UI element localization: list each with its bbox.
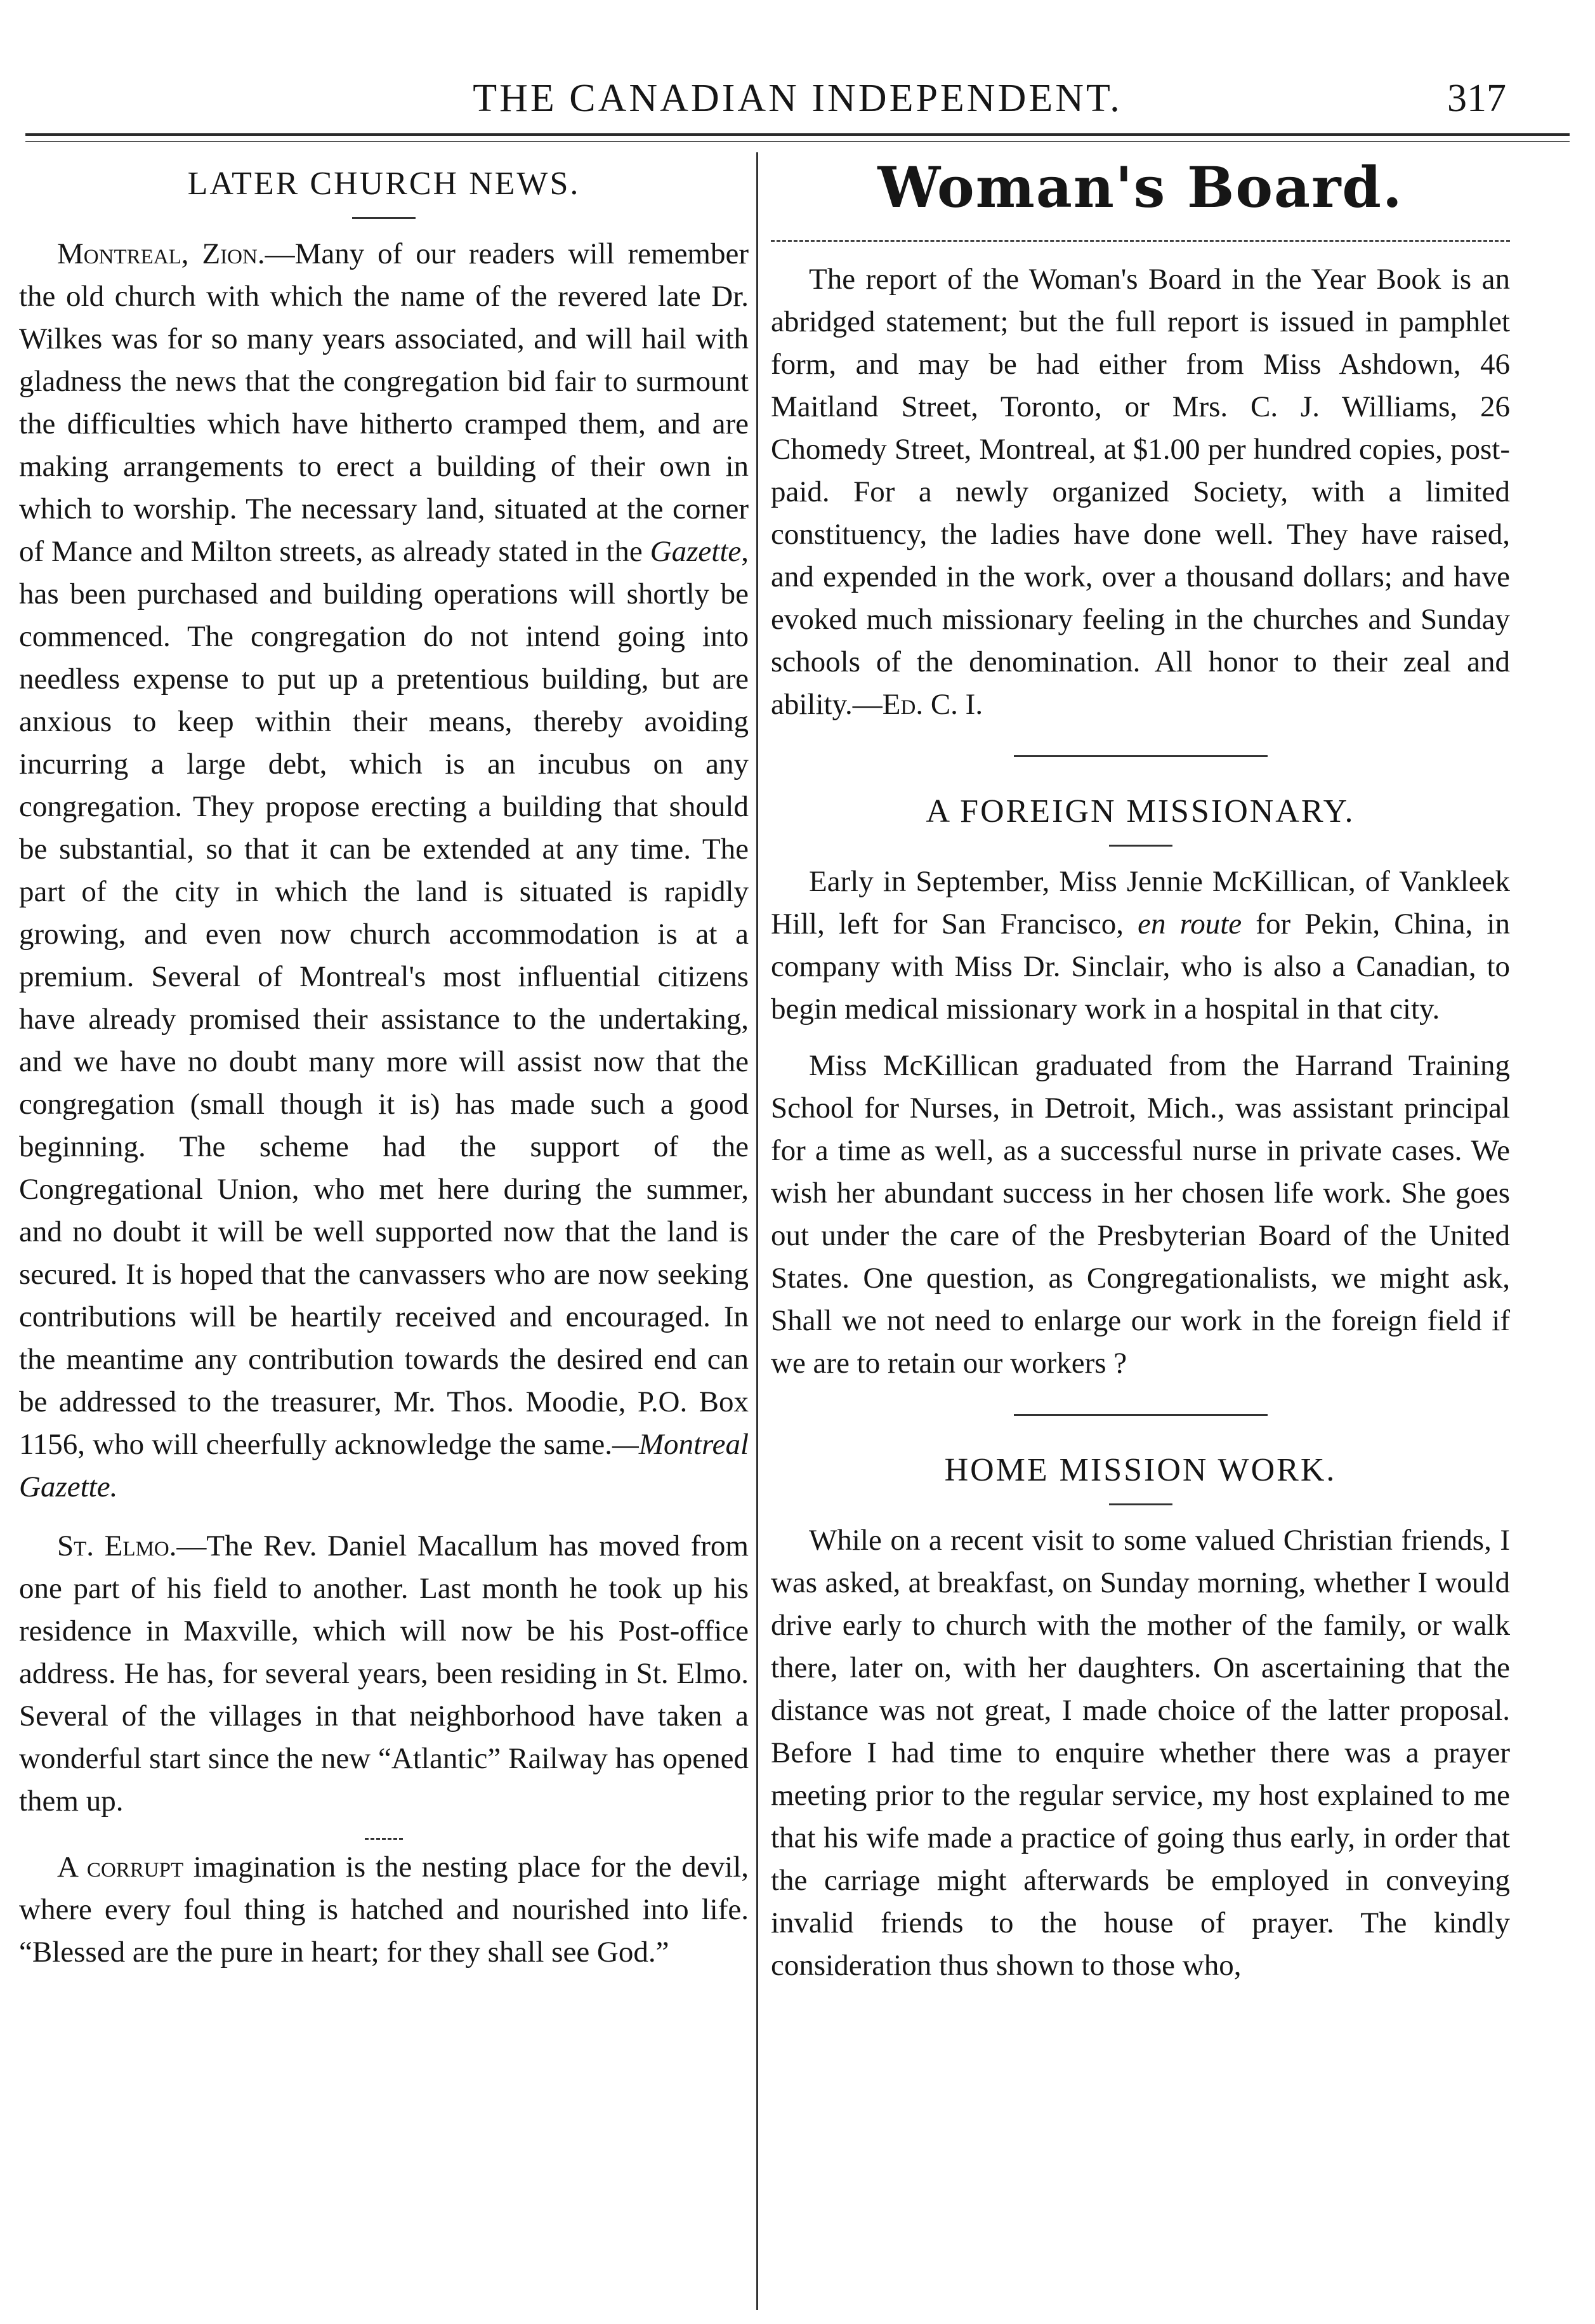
section-rule [365, 1838, 403, 1840]
foreign-missionary-heading: A FOREIGN MISSIONARY. [926, 793, 1355, 829]
header-rule [25, 133, 1570, 136]
right-column [771, 146, 1510, 1987]
womans-board-heading: Woman's Board. [877, 154, 1403, 220]
header-rule-thin [25, 141, 1570, 142]
section-rule [1014, 755, 1268, 757]
running-head [0, 70, 1595, 127]
foreign-missionary-para-2: Miss McKillican graduated from the Harrand Training School for Nurses, in Detroit, Mich., was assistant principal for a time as well, as a successful nurse in private cases. We wish her abundant success in her chosen life work. She goes out under the care of the Presbyterian Board of the United States. One question, as Congregationalists, we might ask, Shall we not need to enlarge our work in the foreign field if we are to retain our workers ? [771, 1049, 1510, 1380]
en-route: en route [1138, 908, 1242, 941]
missionary-text-b: for Pekin, China, in company with Miss Dr. Sinclair, who is also a Canadian, to begin medical missionary work in a hospital in that city. [771, 908, 1510, 1026]
montreal-zion-dateline: Montreal, Zion. [57, 237, 265, 270]
montreal-zion-article [19, 233, 749, 1509]
section-rule [352, 217, 416, 219]
missionary-text-a: Early in September, Miss Jennie McKillican, of Vankleek Hill, left for San Francisco, [771, 865, 1510, 941]
section-rule [1014, 1414, 1268, 1416]
section-rule [1109, 1503, 1172, 1505]
page-number: 317 [1447, 77, 1506, 120]
later-church-news-heading: LATER CHURCH NEWS. [187, 166, 581, 202]
home-mission-article: While on a recent visit to some valued Christian friends, I was asked, at breakfast, on Sunday morning, whether I would drive early to church with the mother of the family, or walk there, later on, with her daughters. On ascertaining that the distance was not great, I made choice of the latter proposal. Before I had time to enquire whether there was a prayer meeting prior to the regular service, my host explained to me that his wife made a practice of going thus early, in order that the carriage might afterwards be employed in conveying invalid friends to the house of prayer. The kindly consideration thus shown to those who, [771, 1524, 1510, 1982]
corrupt-text: imagination is the nesting place for the devil, where every foul thing is hatched and nourished into life. “Blessed are the pure in heart; for they shall see God.” [19, 1851, 749, 1969]
section-rule [771, 240, 1510, 242]
section-rule [1109, 845, 1172, 847]
column-divider [756, 152, 758, 2310]
left-column [19, 146, 749, 1974]
womans-board-article [771, 258, 1510, 726]
corrupt-imagination-item [19, 1846, 749, 1974]
home-mission-heading: HOME MISSION WORK. [944, 1452, 1337, 1488]
womans-board-text: The report of the Woman's Board in the Year Book is an abridged statement; but the full report is issued in pamphlet form, and may be had either from Miss Ashdown, 46 Maitland Street, Toronto, or Mrs. C. J. Williams, 26 Chomedy Street, Montreal, at $1.00 per hundred copies, post-paid. For a newly organized Society, with a limited constituency, the ladies have done well. They have raised, and expended in the work, over a thousand dollars; and have evoked much missionary feeling in the churches and Sunday schools of the denomination. All honor to their zeal and ability. [771, 263, 1510, 721]
st-elmo-article [19, 1525, 749, 1823]
gazette-name: Gazette [650, 535, 742, 568]
publication-title: THE CANADIAN INDEPENDENT. [473, 77, 1122, 120]
editor-signature: —Ed. C. I. [852, 688, 983, 721]
montreal-gazette-source: —Montreal Gazette. [19, 1428, 749, 1503]
st-elmo-text: —The Rev. Daniel Macallum has moved from one part of his field to another. Last month he took up his residence in Maxville, which will now be his Post-office address. He has, for several years, been residing in St. Elmo. Several of the villages in that neighborhood have taken a wonderful start since the new “Atlantic” Railway has opened them up. [19, 1529, 749, 1818]
corrupt-lead: A corrupt [57, 1851, 184, 1884]
st-elmo-dateline: St. Elmo. [57, 1529, 177, 1562]
montreal-zion-text-1: —Many of our readers will remember the old church with which the name of the revered late Dr. Wilkes was for so many years associated, and will hail with gladness the news that the congregation bid fair to surmount the difficulties which have hitherto cramped them, and are making arrangements to erect a building of their own in which to worship. The necessary land, situated at the corner of Mance and Milton streets, as already stated in the [19, 237, 749, 568]
foreign-missionary-para-1 [771, 861, 1510, 1031]
montreal-zion-text-2: , has been purchased and building operations will shortly be commenced. The congregation do not intend going into needless expense to put up a pretentious building, but are anxious to keep within their means, thereby avoiding incurring a large debt, which is an incubus on any congregation. They propose erecting a building that should be substantial, so that it can be extended at any time. The part of the city in which the land is situated is rapidly growing, and even now church accommodation is at a premium. Several of Montreal's most influential citizens have already promised their assistance to the undertaking, and we have no doubt many more will assist now that the congregation (small though it is) has made such a good beginning. The scheme had the support of the Congregational Union, who met here during the summer, and no doubt it will be well supported now that the land is secured. It is hoped that the canvassers who are now seeking contributions will be heartily received and encouraged. In the meantime any contribution towards the desired end can be addressed to the treasurer, Mr. Thos. Moodie, P.O. Box 1156, who will cheerfully acknowledge the same. [19, 535, 749, 1461]
